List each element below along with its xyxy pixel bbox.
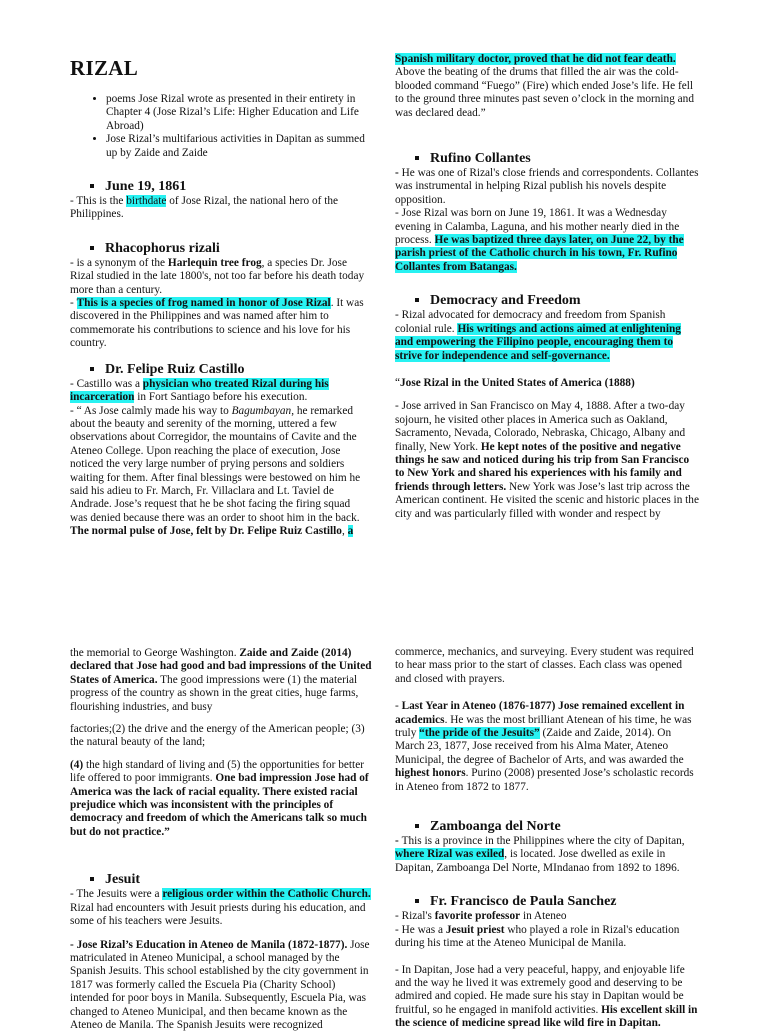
dapitan-paragraph: - In Dapitan, Jose had a very peaceful, happy, and enjoyable life and the way he lived it was extremely good and deserving to be admired and copied. He made sure his stay in Dapitan would be fruitful, so he engaged in manifold activities. His excellent skill in the science of medicine spread like wild fire in Dapitan. <box>395 964 701 1031</box>
highlight: where Rizal was exiled <box>395 848 504 860</box>
june-paragraph: - This is the birthdate of Jose Rizal, the national hero of the Philippines. <box>70 195 370 222</box>
last-year-ateneo-paragraph: - Last Year in Ateneo (1876-1877) Jose remained excellent in academics. He was the most brilliant Atenean of his time, he was truly “the pride of the Jesuits” (Zaide and Zaide, 2014). On March 23, 1877, Jose received from his Alma Mater, Ateneo Municipal, the degree of Bachelor of Arts, and was awarded the highest honors. Purino (2008) presented Jose’s scholastic records in Ateneo from 1872 to 1877. <box>395 700 701 794</box>
section-heading-castillo: Dr. Felipe Ruiz Castillo <box>70 361 370 378</box>
castillo-paragraph: - Castillo was a physician who treated Rizal during his incarceration in Fort Santiago before his execution. - “ As Jose calmly made his way to Bagumbayan, he remarked about the beauty and serenity of the morning, uttered a few observations about Corregidor, the mountains of Cavite and the Ateneo College. Upon reaching the place of execution, Jose noticed the very large number of prying persons and soldiers waiting for them. After final blessings were bestowed on him he said his adieu to Fr. March, Fr. Villaclara and Lt. Taviel de Andrade. Jose’s request that he be shot facing the firing squad was denied because there was an order to shoot him in the back. The normal pulse of Jose, felt by Dr. Felipe Ruiz Castillo, a <box>70 378 370 539</box>
zamboanga-paragraph: - This is a province in the Philippines where the city of Dapitan, where Rizal was exiled, is located. Jose dwelled as exile in Dapitan, Zamboanga Del Norte, MIndanao from 1892 to 1896. <box>395 835 701 875</box>
page2-left-column <box>70 647 376 1032</box>
section-heading-collantes: Rufino Collantes <box>395 150 700 167</box>
intro-bullet-item: • poems Jose Rizal wrote as presented in their entirety in Chapter 4 (Jose Rizal’s Life: Higher Education and Life Abroad) <box>106 93 370 133</box>
sanchez-paragraph: - Rizal's favorite professor in Ateneo - He was a Jesuit priest who played a role in Rizal's education during his time at the Ateneo Municipal de Manila. <box>395 910 701 950</box>
execution-continued-paragraph: Spanish military doctor, proved that he did not fear death. Above the beating of the drums that filled the air was the cold-blooded command “Fuego” (Fire) which ended Jose’s life. He fell to the ground three minutes past seven o’clock in the morning and was declared dead.” <box>395 53 700 120</box>
highlight: “the pride of the Jesuits” <box>419 727 540 739</box>
usa-title: “Jose Rizal in the United States of America (1888) <box>395 377 700 390</box>
jesuit-paragraph: - The Jesuits were a religious order within the Catholic Church. Rizal had encounters with Jesuit priests during his education, and some of his teachers were Jesuits. <box>70 888 376 928</box>
section-heading-sanchez: Fr. Francisco de Paula Sanchez <box>395 893 701 910</box>
highlight: birthdate <box>126 195 166 207</box>
section-heading-jesuit: Jesuit <box>70 871 376 888</box>
highlight: Spanish military doctor, proved that he did not fear death. <box>395 53 676 65</box>
document-title: RIZAL <box>70 56 370 80</box>
usa-bad-impression-paragraph: (4) the high standard of living and (5) the opportunities for better life offered to poor immigrants. One bad impression Jose had of America was the lack of racial equality. There existed racial prejudice which was inconsistent with the principles of democracy and freedom of which the Americans talk so much but do not practice.” <box>70 759 376 839</box>
section-heading-democracy: Democracy and Freedom <box>395 292 700 309</box>
page1-right-column <box>395 53 700 521</box>
highlight: religious order within the Catholic Church. <box>162 888 370 900</box>
ateneo-education-paragraph: - Jose Rizal’s Education in Ateneo de Manila (1872-1877). Jose matriculated in Ateneo Municipal, a school managed by the Spanish Jesuits. This school established by the city government in 1817 was formerly called the Escuela Pia (Charity School) intended for poor boys in Manila. Subsequently, Escuela Pia, was changed to Ateneo Municipal, and then became known as the Ateneo de Manila. The Spanish Jesuits were recognized <box>70 939 376 1032</box>
section-heading-zamboanga: Zamboanga del Norte <box>395 818 701 835</box>
ateneo-classes-paragraph: commerce, mechanics, and surveying. Every student was required to hear mass prior to the start of classes. Each class was opened and closed with prayers. <box>395 646 701 686</box>
highlight: This is a species of frog named in honor of Jose Rizal <box>77 297 331 309</box>
section-heading-june: June 19, 1861 <box>70 178 370 195</box>
intro-bullet-item: • Jose Rizal’s multifarious activities in Dapitan as summed up by Zaide and Zaide <box>106 133 370 160</box>
section-heading-rhacophorus: Rhacophorus rizali <box>70 240 370 257</box>
highlight: He was baptized three days later, on June 22, by the parish priest of the Catholic church in his town, Fr. Rufino Collantes from Batangas. <box>395 234 684 273</box>
page1-left-column <box>70 56 370 539</box>
page2-right-column <box>395 646 701 1031</box>
usa-impressions-continued: factories;(2) the drive and the energy of the American people; (3) the natural beauty of the land; <box>70 723 376 750</box>
highlight: a <box>348 525 354 537</box>
highlight: His writings and actions aimed at enlightening and empowering the Filipino people, encouraging them to strive for independence and self-governance. <box>395 323 681 362</box>
usa-impressions-paragraph: the memorial to George Washington. Zaide and Zaide (2014) declared that Jose had good and bad impressions of the United States of America. The good impressions were (1) the material progress of the country as shown in the great cities, huge farms, flourishing industries, and busy <box>70 647 376 714</box>
collantes-paragraph: - He was one of Rizal's close friends and correspondents. Collantes was instrumental in helping Rizal publish his novels despite opposition. - Jose Rizal was born on June 19, 1861. It was a Wednesday evening in Calamba, Laguna, and his mother nearly died in the process. He was baptized three days later, on June 22, by the parish priest of the Catholic church in his town, Fr. Rufino Collantes from Batangas. <box>395 167 700 274</box>
rhacophorus-paragraph: - is a synonym of the Harlequin tree frog, a species Dr. Jose Rizal studied in the late 1800's, not too far before his death today more than a century. - This is a species of frog named in honor of Jose Rizal. It was discovered in the Philippines and was named after him to commemorate his contributions to science and his love for his country. <box>70 257 370 351</box>
usa-paragraph: - Jose arrived in San Francisco on May 4, 1888. After a two-day sojourn, he visited other places in America such as Oakland, Sacramento, Nevada, Colorado, Nebraska, Chicago, Albany and finally, New York. He kept notes of the positive and negative things he saw and noticed during his trip from San Francisco to New York and shared his experiences with his family and friends through letters. New York was Jose’s last trip across the American continent. He visited the scenic and historic places in the city and was particularly filled with wonder and respect by <box>395 400 700 521</box>
highlight: physician who treated Rizal during his incarceration <box>70 378 329 403</box>
democracy-paragraph: - Rizal advocated for democracy and freedom from Spanish colonial rule. His writings and actions aimed at enlightening and empowering the Filipino people, encouraging them to strive for independence and self-governance. <box>395 309 700 363</box>
intro-bullet-list <box>70 93 370 160</box>
